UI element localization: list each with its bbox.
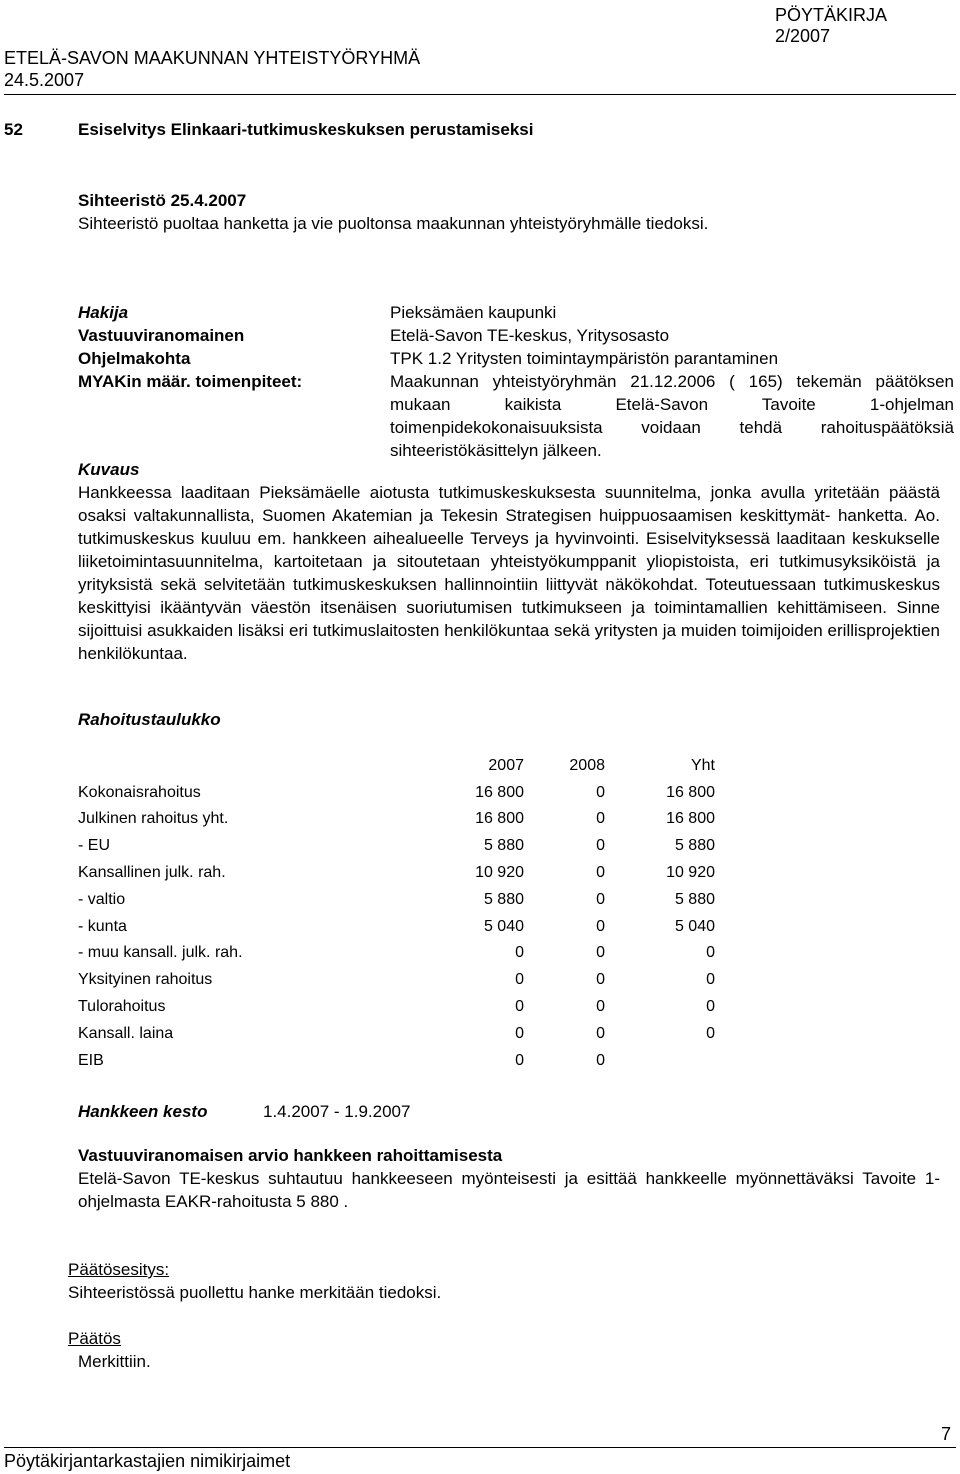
table-cell: 16 800 [666, 783, 715, 801]
table-cell: 5 880 [483, 837, 524, 855]
table-cell: - valtio [78, 890, 126, 908]
table-cell: 0 [596, 864, 605, 882]
table-cell: 0 [596, 944, 605, 962]
table-cell: Kansallinen julk. rah. [78, 864, 226, 882]
document-type: PÖYTÄKIRJA [775, 5, 888, 25]
page-number: 7 [941, 1424, 952, 1444]
table-row [78, 993, 715, 1020]
table-cell: 0 [515, 998, 524, 1016]
table-row [78, 832, 715, 859]
table-cell: Julkinen rahoitus yht. [78, 810, 229, 828]
decision-text: Merkittiin. [78, 1352, 151, 1371]
table-cell: 16 800 [666, 810, 715, 828]
assessment-heading: Vastuuviranomaisen arvio hankkeen rahoittamisesta [78, 1146, 503, 1165]
table-cell: 0 [706, 944, 715, 962]
table-cell: 0 [596, 783, 605, 801]
table-row [78, 886, 715, 913]
table-header-row [78, 752, 715, 779]
description-heading: Kuvaus [78, 460, 140, 479]
myak-value: Maakunnan yhteistyöryhmän 21.12.2006 ( 165) tekemän päätöksen mukaan kaikista Etelä-Savon Tavoite 1-ohjelman toimenpidekokonaisuuksista voidaan tehdä rahoituspäätöksiä sihteeristökäsittelyn jälkeen. [390, 372, 954, 460]
table-cell: 0 [596, 810, 605, 828]
table-cell: Kansall. laina [78, 1024, 174, 1042]
table-row [78, 966, 715, 993]
document-number: 2/2007 [775, 26, 831, 46]
table-cell: 0 [596, 971, 605, 989]
secretariat-heading: Sihteeristö 25.4.2007 [78, 191, 247, 210]
applicant-value: Pieksämäen kaupunki [390, 303, 557, 322]
table-cell: 0 [706, 971, 715, 989]
table-cell: 0 [515, 1051, 524, 1069]
table-cell: 0 [515, 971, 524, 989]
table-cell: 16 800 [475, 783, 524, 801]
table-cell: 5 880 [483, 890, 524, 908]
organization-name: ETELÄ-SAVON MAAKUNNAN YHTEISTYÖRYHMÄ [4, 48, 421, 68]
table-cell: 0 [706, 998, 715, 1016]
table-cell: 0 [596, 890, 605, 908]
table-cell: 5 040 [483, 917, 524, 935]
table-cell: 0 [515, 1024, 524, 1042]
secretariat-text: Sihteeristö puoltaa hanketta ja vie puoltonsa maakunnan yhteistyöryhmälle tiedoksi. [78, 214, 709, 233]
table-cell: 0 [706, 1024, 715, 1042]
table-row [78, 1020, 715, 1047]
table-cell: - kunta [78, 917, 127, 935]
decision-heading: Päätös [68, 1329, 121, 1348]
proposal-heading: Päätösesitys: [68, 1260, 170, 1279]
program-label: Ohjelmakohta [78, 349, 191, 368]
table-cell: 0 [596, 1051, 605, 1069]
authority-label: Vastuuviranomainen [78, 326, 245, 345]
table-cell: 0 [596, 837, 605, 855]
table-cell: Tulorahoitus [78, 998, 166, 1016]
description-text: Hankkeessa laaditaan Pieksämäelle aiotusta tutkimuskeskuksesta suunnitelma, jonka avulla yritetään päästä osaksi valtakunnallista, Suomen Akatemian ja Tekesin Strategisen huippuosaamisen keskittymät- hanketta. Ao. tutkimuskeskus kuuluu em. hankkeen aihealueelle Terveys ja hyvinvointi. Esiselvityksessä laaditaan keskukselle liiketoimintasuunnitelma, kartoitetaan ja sitoutetaan yhteistyökumppanit yliopistoista, eri tutkimusyksiköistä ja yrityksistä sekä selvitetään tutkimuskeskuksen hallinnointiin liittyvät näkökohdat. Toteutuessaan tutkimuskeskus keskittyisi ikääntyvän väestön itsenäisen suoriutumisen tutkimukseen ja toimintamallien kehittämiseen. Sinne sijoittuisi asukkaiden lisäksi eri tutkimuslaitosten henkilökuntaa sekä yritysten ja muiden toimijoiden erillisprojektien henkilökuntaa. [78, 483, 940, 663]
table-cell: - EU [78, 837, 110, 855]
table-row [78, 806, 715, 833]
table-cell: 0 [596, 998, 605, 1016]
myak-label: MYAKin määr. toimenpiteet: [78, 372, 303, 391]
table-cell: - muu kansall. julk. rah. [78, 944, 243, 962]
table-row [78, 913, 715, 940]
item-number: 52 [4, 120, 23, 139]
proposal-text: Sihteeristössä puollettu hanke merkitään tiedoksi. [68, 1283, 442, 1302]
table-row [78, 940, 715, 967]
table-header-cell: Yht [690, 756, 715, 774]
table-header-cell: 2007 [488, 756, 524, 774]
table-cell: 16 800 [475, 810, 524, 828]
header-rule [4, 94, 956, 95]
funding-heading: Rahoitustaulukko [78, 710, 221, 729]
footer-rule [4, 1447, 956, 1448]
table-cell: 0 [515, 944, 524, 962]
table-cell: 0 [596, 917, 605, 935]
meeting-date: 24.5.2007 [4, 70, 85, 90]
table-header-cell [78, 752, 448, 779]
table-cell: Kokonaisrahoitus [78, 783, 201, 801]
table-cell: 0 [596, 1024, 605, 1042]
assessment-text: Etelä-Savon TE-keskus suhtautuu hankkeeseen myönteisesti ja esittää hankkeelle myönnettäväksi Tavoite 1-ohjelmasta EAKR-rahoitusta 5 880 . [78, 1169, 940, 1211]
table-row [78, 779, 715, 806]
item-title: Esiselvitys Elinkaari-tutkimuskeskuksen perustamiseksi [78, 120, 534, 139]
authority-value: Etelä-Savon TE-keskus, Yritysosasto [390, 326, 670, 345]
duration-value: 1.4.2007 - 1.9.2007 [263, 1102, 411, 1121]
table-row [78, 1047, 715, 1074]
applicant-label: Hakija [78, 303, 129, 322]
table-header-cell: 2008 [569, 756, 605, 774]
funding-table [78, 752, 715, 1074]
table-cell: 5 040 [674, 917, 715, 935]
program-value: TPK 1.2 Yritysten toimintaympäristön parantaminen [390, 349, 779, 368]
table-cell: 5 880 [674, 837, 715, 855]
signature-initials-label: Pöytäkirjantarkastajien nimikirjaimet [4, 1451, 291, 1471]
duration-label: Hankkeen kesto [78, 1102, 208, 1121]
table-cell: Yksityinen rahoitus [78, 971, 213, 989]
table-cell: 10 920 [475, 864, 524, 882]
table-cell: EIB [78, 1051, 104, 1069]
table-cell: 10 920 [666, 864, 715, 882]
table-cell: 5 880 [674, 890, 715, 908]
table-row [78, 859, 715, 886]
table-cell [605, 1047, 715, 1074]
